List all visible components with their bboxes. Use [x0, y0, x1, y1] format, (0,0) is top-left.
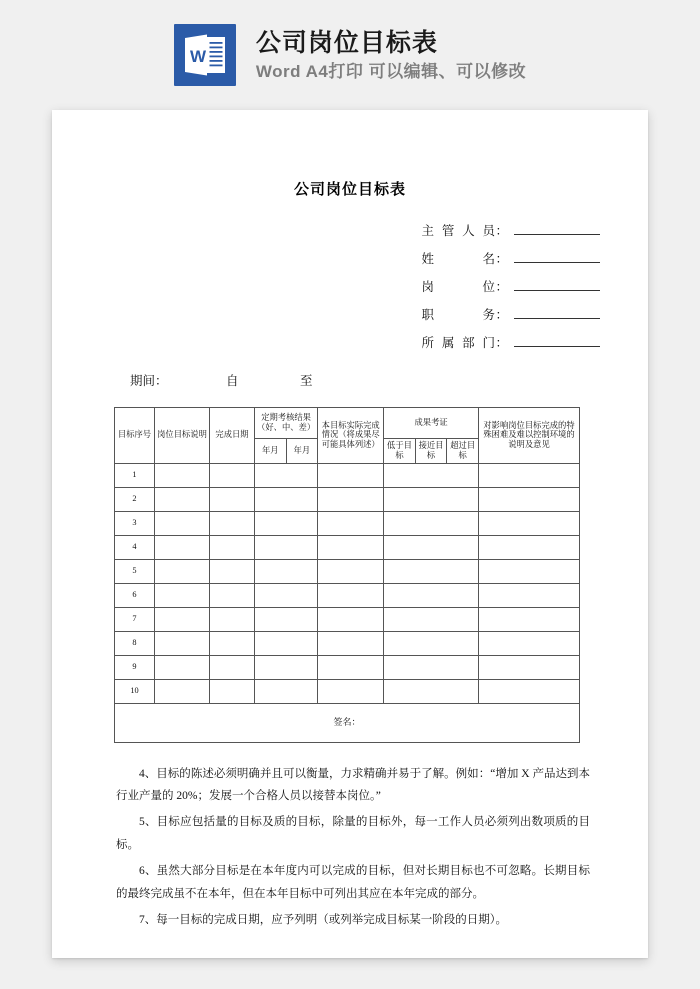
field-row-name [421, 249, 600, 267]
row-goal-desc-cell[interactable] [155, 463, 210, 487]
row-verification-cell[interactable] [384, 631, 479, 655]
field-colon: ： [495, 252, 508, 266]
row-review-cell[interactable] [255, 583, 318, 607]
row-verification-cell[interactable] [384, 487, 479, 511]
th-verification-above: 超过目标 [447, 439, 479, 464]
period-from-label: 自 [226, 374, 239, 388]
row-goal-desc-cell[interactable] [155, 631, 210, 655]
row-verification-cell[interactable] [384, 679, 479, 703]
document-page [52, 110, 648, 958]
row-verification-cell[interactable] [384, 655, 479, 679]
row-verification-cell[interactable] [384, 559, 479, 583]
promo-subtitle: Word A4打印 可以编辑、可以修改 [255, 61, 527, 81]
row-remarks-cell[interactable] [479, 607, 580, 631]
period-row [52, 371, 648, 389]
row-review-cell[interactable] [255, 607, 318, 631]
field-input-name[interactable] [514, 251, 600, 263]
row-finish-date-cell[interactable] [210, 511, 255, 535]
field-input-supervisor[interactable] [514, 223, 600, 235]
row-actual-status-cell[interactable] [318, 535, 384, 559]
goal-table [114, 407, 580, 743]
promo-title: 公司岗位目标表 [255, 28, 438, 57]
field-label-supervisor: 主管人员 [421, 224, 496, 238]
word-document-icon [174, 24, 236, 86]
th-verification: 成果考证 [384, 408, 479, 439]
row-actual-status-cell[interactable] [318, 631, 384, 655]
row-review-cell[interactable] [255, 511, 318, 535]
row-remarks-cell[interactable] [479, 487, 580, 511]
field-input-position[interactable] [514, 279, 600, 291]
note-item-7: 7、每一目标的完成日期，应予列明（或列举完成目标某一阶段的日期）。 [139, 914, 507, 927]
field-colon: ： [495, 308, 508, 322]
row-finish-date-cell[interactable] [210, 559, 255, 583]
table-header-row-1 [115, 408, 580, 439]
row-verification-cell[interactable] [384, 535, 479, 559]
field-row-department [421, 333, 600, 351]
row-index-cell: 6 [115, 583, 155, 607]
note-item-5: 5、目标应包括量的目标及质的目标，除量的目标外，每一工作人员必须列出数项质的目标。 [116, 816, 590, 851]
row-goal-desc-cell[interactable] [155, 535, 210, 559]
th-goal-desc: 岗位目标说明 [155, 408, 210, 464]
row-goal-desc-cell[interactable] [155, 511, 210, 535]
row-finish-date-cell[interactable] [210, 679, 255, 703]
row-index-cell: 9 [115, 655, 155, 679]
field-label-department: 所属部门 [421, 336, 496, 350]
table-row[interactable] [115, 559, 580, 583]
row-remarks-cell[interactable] [479, 559, 580, 583]
field-label-position: 岗位 [421, 280, 496, 294]
row-actual-status-cell[interactable] [318, 583, 384, 607]
row-goal-desc-cell[interactable] [155, 487, 210, 511]
row-review-cell[interactable] [255, 655, 318, 679]
notes-section [52, 763, 648, 932]
row-index-cell: 10 [115, 679, 155, 703]
row-finish-date-cell[interactable] [210, 583, 255, 607]
form-fields [52, 221, 648, 351]
row-remarks-cell[interactable] [479, 583, 580, 607]
th-review-result: 定期考核结果（好、中、差） [255, 408, 318, 439]
row-index-cell: 5 [115, 559, 155, 583]
field-label-duty: 职务 [421, 308, 496, 322]
row-index-cell: 2 [115, 487, 155, 511]
th-verification-below: 低于目标 [384, 439, 416, 464]
goal-table-wrapper [52, 407, 648, 743]
note-item-6: 6、虽然大部分目标是在本年度内可以完成的目标，但对长期目标也不可忽略。长期目标的最终完成虽不在本年，但在本年目标中可列出其应在本年完成的部分。 [116, 865, 590, 900]
row-remarks-cell[interactable] [479, 463, 580, 487]
row-actual-status-cell[interactable] [318, 487, 384, 511]
period-label: 期间： [130, 374, 168, 388]
field-row-position [421, 277, 600, 295]
row-review-cell[interactable] [255, 463, 318, 487]
row-index-cell: 4 [115, 535, 155, 559]
promo-header-inner [174, 24, 526, 86]
row-remarks-cell[interactable] [479, 679, 580, 703]
table-row[interactable] [115, 679, 580, 703]
field-row-supervisor [421, 221, 600, 239]
table-row[interactable] [115, 607, 580, 631]
table-row[interactable] [115, 463, 580, 487]
field-colon: ： [495, 336, 508, 350]
field-input-department[interactable] [514, 335, 600, 347]
row-finish-date-cell[interactable] [210, 463, 255, 487]
field-colon: ： [495, 224, 508, 238]
goal-table-head [115, 408, 580, 464]
row-verification-cell[interactable] [384, 583, 479, 607]
field-input-duty[interactable] [514, 307, 600, 319]
row-review-cell[interactable] [255, 487, 318, 511]
row-verification-cell[interactable] [384, 463, 479, 487]
page-title: 公司岗位目标表 [293, 181, 406, 198]
th-finish-date: 完成日期 [210, 408, 255, 464]
th-index: 目标序号 [115, 408, 155, 464]
row-remarks-cell[interactable] [479, 631, 580, 655]
row-finish-date-cell[interactable] [210, 655, 255, 679]
th-actual-status: 本目标实际完成情况（将成果尽可能具体列述） [318, 408, 384, 464]
field-label-name: 姓名 [421, 252, 496, 266]
word-icon-glyph [183, 33, 227, 77]
row-actual-status-cell[interactable] [318, 559, 384, 583]
row-goal-desc-cell[interactable] [155, 679, 210, 703]
goal-table-body [115, 463, 580, 742]
row-goal-desc-cell[interactable] [155, 607, 210, 631]
row-goal-desc-cell[interactable] [155, 559, 210, 583]
th-review-sub-1: 年月 [255, 439, 287, 464]
row-actual-status-cell[interactable] [318, 511, 384, 535]
table-row[interactable] [115, 487, 580, 511]
field-colon: ： [495, 280, 508, 294]
row-actual-status-cell[interactable] [318, 463, 384, 487]
promo-header [0, 0, 700, 110]
row-verification-cell[interactable] [384, 607, 479, 631]
row-review-cell[interactable] [255, 679, 318, 703]
row-remarks-cell[interactable] [479, 511, 580, 535]
period-to-label: 至 [300, 374, 313, 388]
row-review-cell[interactable] [255, 535, 318, 559]
th-remarks: 对影响岗位目标完成的特殊困难及难以控制环境的说明及意见 [479, 408, 580, 464]
row-actual-status-cell[interactable] [318, 655, 384, 679]
table-row[interactable] [115, 511, 580, 535]
row-finish-date-cell[interactable] [210, 607, 255, 631]
table-row[interactable] [115, 535, 580, 559]
table-row[interactable] [115, 583, 580, 607]
row-goal-desc-cell[interactable] [155, 583, 210, 607]
table-row[interactable] [115, 655, 580, 679]
row-index-cell: 8 [115, 631, 155, 655]
signature-label: 签名： [115, 703, 580, 742]
row-actual-status-cell[interactable] [318, 679, 384, 703]
row-index-cell: 3 [115, 511, 155, 535]
field-row-duty [421, 305, 600, 323]
row-actual-status-cell[interactable] [318, 607, 384, 631]
row-finish-date-cell[interactable] [210, 535, 255, 559]
row-index-cell: 1 [115, 463, 155, 487]
row-finish-date-cell[interactable] [210, 631, 255, 655]
row-verification-cell[interactable] [384, 511, 479, 535]
row-review-cell[interactable] [255, 559, 318, 583]
svg-text:W: W [189, 47, 206, 66]
promo-text-block [255, 28, 527, 81]
row-review-cell[interactable] [255, 631, 318, 655]
row-remarks-cell[interactable] [479, 655, 580, 679]
row-index-cell: 7 [115, 607, 155, 631]
th-verification-near: 接近目标 [415, 439, 447, 464]
note-item-4: 4、目标的陈述必须明确并且可以衡量，力求精确并易于了解。例如：“增加 X 产品达到本行业产量的 20%；发展一个合格人员以接替本岗位。” [116, 767, 590, 802]
row-goal-desc-cell[interactable] [155, 655, 210, 679]
table-row[interactable] [115, 631, 580, 655]
signature-row[interactable] [115, 703, 580, 742]
th-review-sub-2: 年月 [286, 439, 318, 464]
row-remarks-cell[interactable] [479, 535, 580, 559]
row-finish-date-cell[interactable] [210, 487, 255, 511]
